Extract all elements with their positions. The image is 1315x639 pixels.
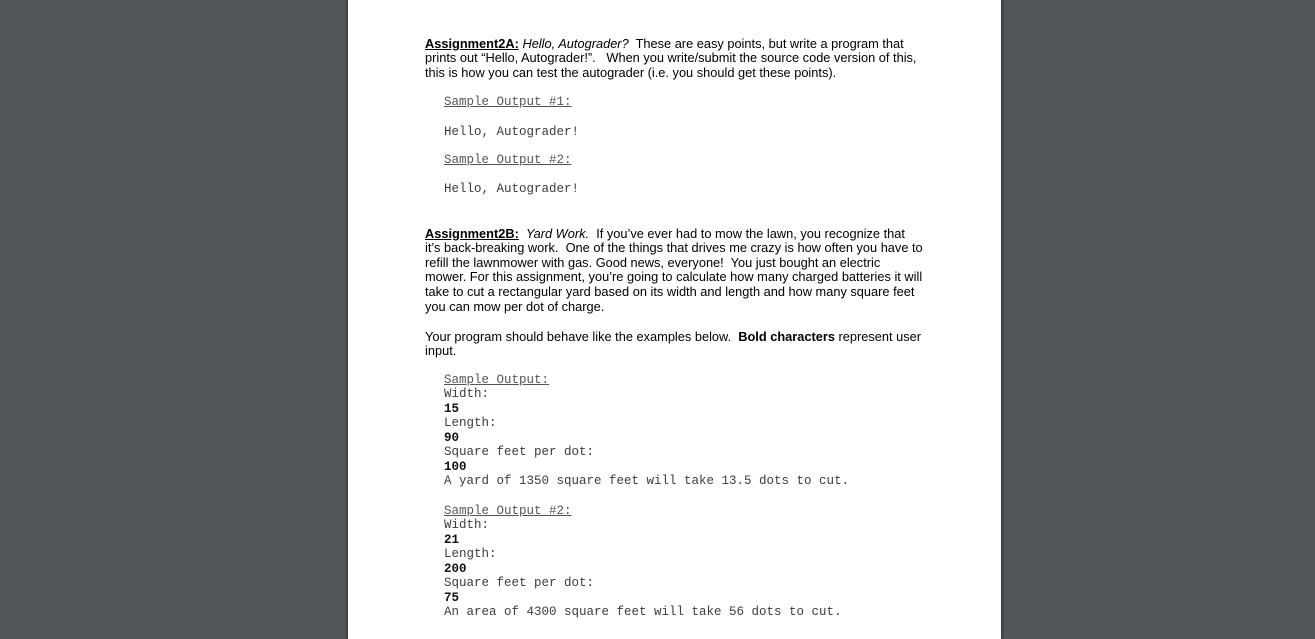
sample-prompt: Length: <box>444 547 497 562</box>
instructions-line-1 <box>425 330 921 345</box>
sample-output-text: Hello, Autograder! <box>444 181 580 196</box>
instructions-text-after: represent user <box>834 328 922 344</box>
instructions-bold-text: Bold characters <box>738 328 835 344</box>
assignment-2b-sample-1 <box>444 373 849 489</box>
document-page <box>348 0 1001 639</box>
sample-output-label: Sample Output #1: <box>444 94 572 109</box>
assignment-2b-line-3: refill the lawnmower with gas. Good news, everyone! You just bought an electric <box>425 254 881 270</box>
instructions-text-before: Your program should behave like the examples below. <box>425 328 739 344</box>
sample-user-input: 200 <box>444 561 467 576</box>
sample-prompt: Width: <box>444 518 490 533</box>
assignment-2b-heading: Assignment2B: <box>425 225 519 241</box>
assignment-2b-line-2: it’s back-breaking work. One of the things that drives me crazy is how often you have to <box>425 240 923 256</box>
sample-result: A yard of 1350 square feet will take 13.5 dots to cut. <box>444 474 850 489</box>
assignment-2a-description <box>425 37 917 81</box>
sample-user-input: 21 <box>444 532 460 547</box>
assignment-2a-sample-1-label-block <box>444 95 572 110</box>
assignment-2b-line-1-text: If you’ve ever had to mow the lawn, you recognize that <box>589 225 905 241</box>
sample-output-label: Sample Output #2: <box>444 503 572 518</box>
sample-output-text: Hello, Autograder! <box>444 124 580 139</box>
assignment-2b-line-6: you can mow per dot of charge. <box>425 298 605 314</box>
assignment-2b-line-5: take to cut a rectangular yard based on its width and length and how many square feet <box>425 284 915 300</box>
sample-user-input: 15 <box>444 401 460 416</box>
assignment-2a-sample-2-output-block <box>444 182 579 197</box>
instructions-line-2: input. <box>425 343 457 359</box>
assignment-2a-heading: Assignment2A: <box>425 35 519 51</box>
assignment-2a-title: Hello, Autograder? <box>522 35 629 51</box>
assignment-2a-sample-2-label-block <box>444 153 572 168</box>
assignment-2b-line-1 <box>425 227 923 242</box>
assignment-2a-line-3: this is how you can test the autograder (i.e. you should get these points). <box>425 64 837 80</box>
sample-prompt: Square feet per dot: <box>444 576 595 591</box>
assignment-2a-line-1-text: These are easy points, but write a program that <box>628 35 904 51</box>
assignment-2b-title: Yard Work. <box>526 225 590 241</box>
assignment-2b-instructions <box>425 330 921 359</box>
sample-result: An area of 4300 square feet will take 56 dots to cut. <box>444 605 842 620</box>
sample-prompt: Width: <box>444 387 490 402</box>
assignment-2a-sample-1-output-block <box>444 125 579 140</box>
sample-prompt: Length: <box>444 416 497 431</box>
sample-user-input: 75 <box>444 590 460 605</box>
sample-user-input: 100 <box>444 459 467 474</box>
sample-prompt: Square feet per dot: <box>444 445 595 460</box>
assignment-2a-line-1 <box>425 37 917 52</box>
sample-output-label: Sample Output: <box>444 372 550 387</box>
assignment-2b-description <box>425 227 923 315</box>
assignment-2a-line-2: prints out “Hello, Autograder!”. When you write/submit the source code version of this, <box>425 50 917 66</box>
sample-output-label: Sample Output #2: <box>444 152 572 167</box>
assignment-2b-sample-2 <box>444 504 842 620</box>
sample-user-input: 90 <box>444 430 460 445</box>
assignment-2b-line-4: mower. For this assignment, you’re going to calculate how many charged batteries it will <box>425 269 923 285</box>
